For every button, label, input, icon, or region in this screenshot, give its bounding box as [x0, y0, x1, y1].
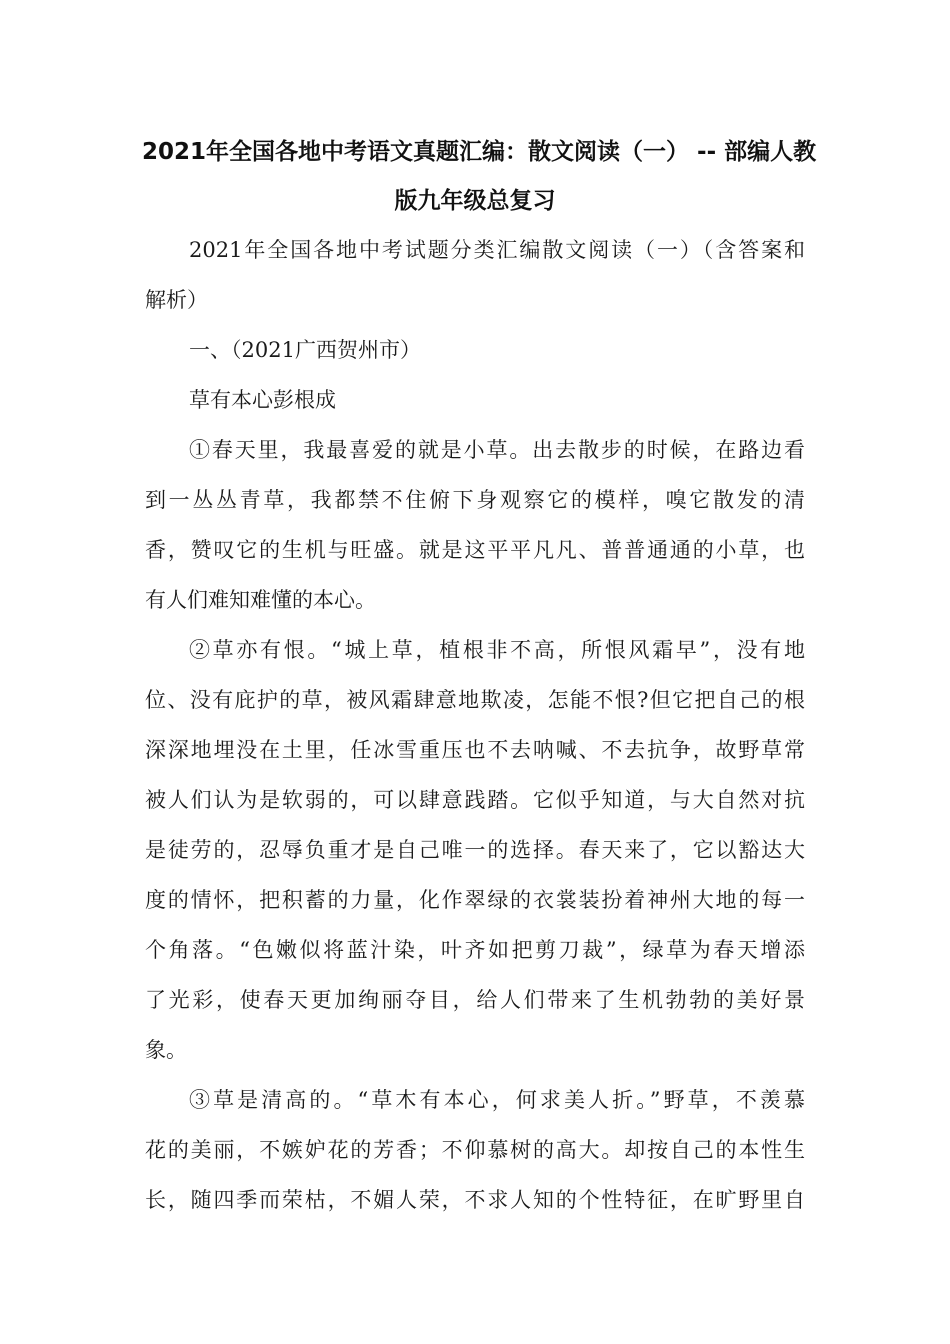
subtitle-line: 2021年全国各地中考试题分类汇编散文阅读（一）（含答案和: [189, 238, 805, 262]
document-body: [145, 225, 805, 1225]
document-title-line-2: 版九年级总复习: [394, 188, 556, 214]
paragraph-1-line: 香，赞叹它的生机与旺盛。就是这平平凡凡、普普通通的小草，也: [145, 538, 805, 562]
paragraph-3-line: ③草是清高的。“草木有本心，何求美人折。”野草，不羡慕: [189, 1088, 805, 1112]
paragraph-2-line: 度的情怀，把积蓄的力量，化作翠绿的衣裳装扮着神州大地的每一: [145, 888, 805, 912]
paragraph-2-line: 位、没有庇护的草，被风霜肆意地欺凌，怎能不恨?但它把自己的根: [145, 688, 805, 712]
paragraph-3-line: 花的美丽，不嫉妒花的芳香；不仰慕树的高大。却按自己的本性生: [145, 1138, 805, 1162]
paragraph-2-line: 象。: [145, 1038, 187, 1062]
paragraph-2-line: 了光彩，使春天更加绚丽夺目，给人们带来了生机勃勃的美好景: [145, 988, 805, 1012]
paragraph-2-line: 被人们认为是软弱的，可以肆意践踏。它似乎知道，与大自然对抗: [145, 788, 805, 812]
paragraph-2-line: ②草亦有恨。“城上草，植根非不高，所恨风霜早”，没有地: [189, 638, 805, 662]
paragraph-2-line: 是徒劳的，忍辱负重才是自己唯一的选择。春天来了，它以豁达大: [145, 838, 805, 862]
document-title-line-1: 2021年全国各地中考语文真题汇编：散文阅读（一） -- 部编人教: [142, 139, 817, 165]
paragraph-1-line: 有人们难知难懂的本心。: [145, 588, 376, 612]
subtitle-line: 解析）: [145, 288, 208, 312]
paragraph-1-line: ①春天里，我最喜爱的就是小草。出去散步的时候，在路边看: [189, 438, 805, 462]
paragraph-2-line: 深深地埋没在土里，任冰雪重压也不去呐喊、不去抗争，故野草常: [145, 738, 805, 762]
paragraph-3-line: 长，随四季而荣枯，不媚人荣，不求人知的个性特征，在旷野里自: [145, 1188, 805, 1212]
article-title: 草有本心彭根成: [189, 388, 336, 412]
paragraph-2-line: 个角落。“色嫩似将蓝汁染，叶齐如把剪刀裁”，绿草为春天增添: [145, 938, 805, 962]
section-heading: 一、（2021广西贺州市）: [189, 338, 421, 362]
paragraph-1-line: 到一丛丛青草，我都禁不住俯下身观察它的模样，嗅它散发的清: [145, 488, 805, 512]
